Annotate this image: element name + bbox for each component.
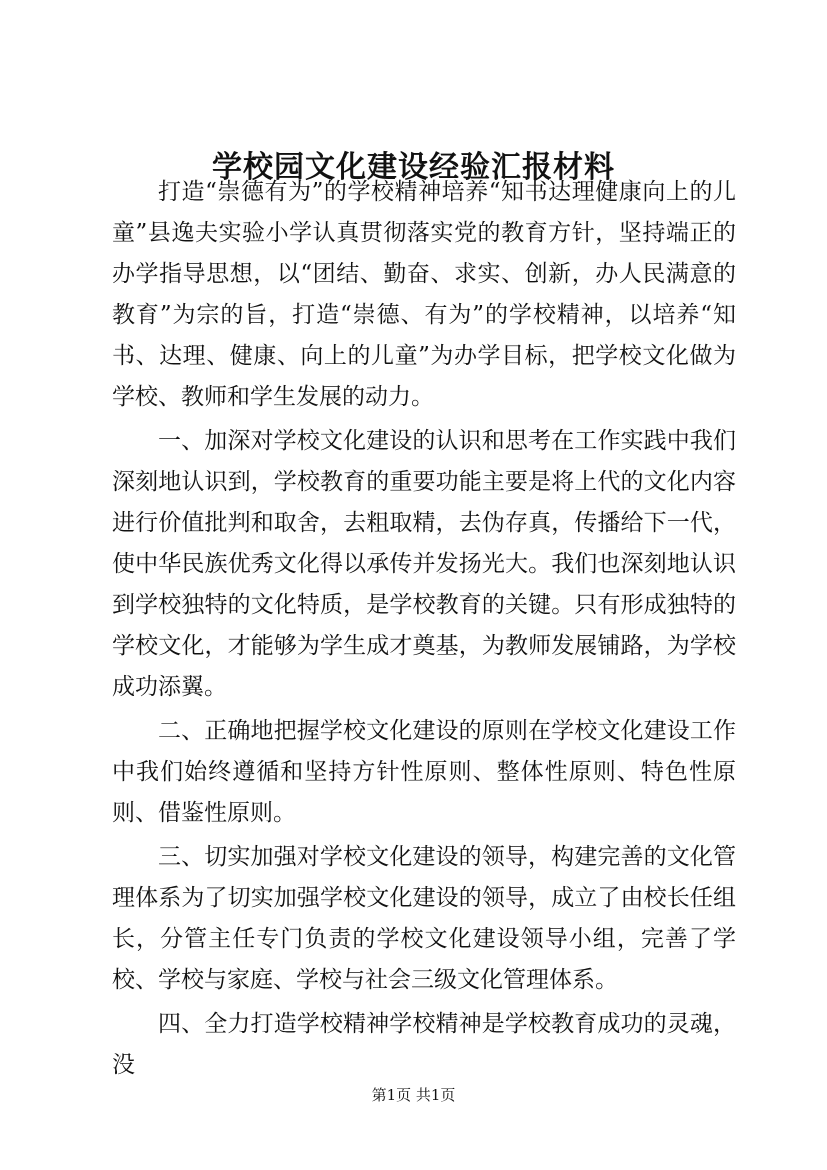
paragraph-section-3: 三、切实加强对学校文化建设的领导，构建完善的文化管理体系为了切实加强学校文化建设的领导，成立了由校长任组长，分管主任专门负责的学校文化建设领导小组，完善了学校、学校与家庭、学校与社会三级文化管理体系。 [112, 844, 736, 993]
paragraph-intro: 打造“崇德有为”的学校精神培养“知书达理健康向上的儿童”县逸夫实验小学认真贯彻落实党的教育方针，坚持端正的办学指导思想，以“团结、勤奋、求实、创新，办人民满意的教育”为宗的旨，打造“崇德、有为”的学校精神，以培养“知书、达理、健康、向上的儿童”为办学目标，把学校文化做为学校、教师和学生发展的动力。 [112, 179, 736, 410]
paragraph-section-4: 四、全力打造学校精神学校精神是学校教育成功的灵魂，没 [112, 1011, 736, 1078]
document-title: 学校园文化建设经验汇报材料 [212, 150, 615, 185]
document-body [112, 172, 736, 1086]
paragraph-section-1: 一、加深对学校文化建设的认识和思考在工作实践中我们深刻地认识到，学校教育的重要功能主要是将上代的文化内容进行价值批判和取舍，去粗取精，去伪存真，传播给下一代，使中华民族优秀文化得以承传并发扬光大。我们也深刻地认识到学校独特的文化特质，是学校教育的关键。只有形成独特的学校文化，才能够为学生成才奠基，为教师发展铺路，为学校成功添翼。 [112, 428, 736, 700]
page-footer: 第1页 共1页 [371, 1086, 456, 1104]
paragraph-section-2: 二、正确地把握学校文化建设的原则在学校文化建设工作中我们始终遵循和坚持方针性原则、整体性原则、特色性原则、借鉴性原则。 [112, 718, 736, 826]
